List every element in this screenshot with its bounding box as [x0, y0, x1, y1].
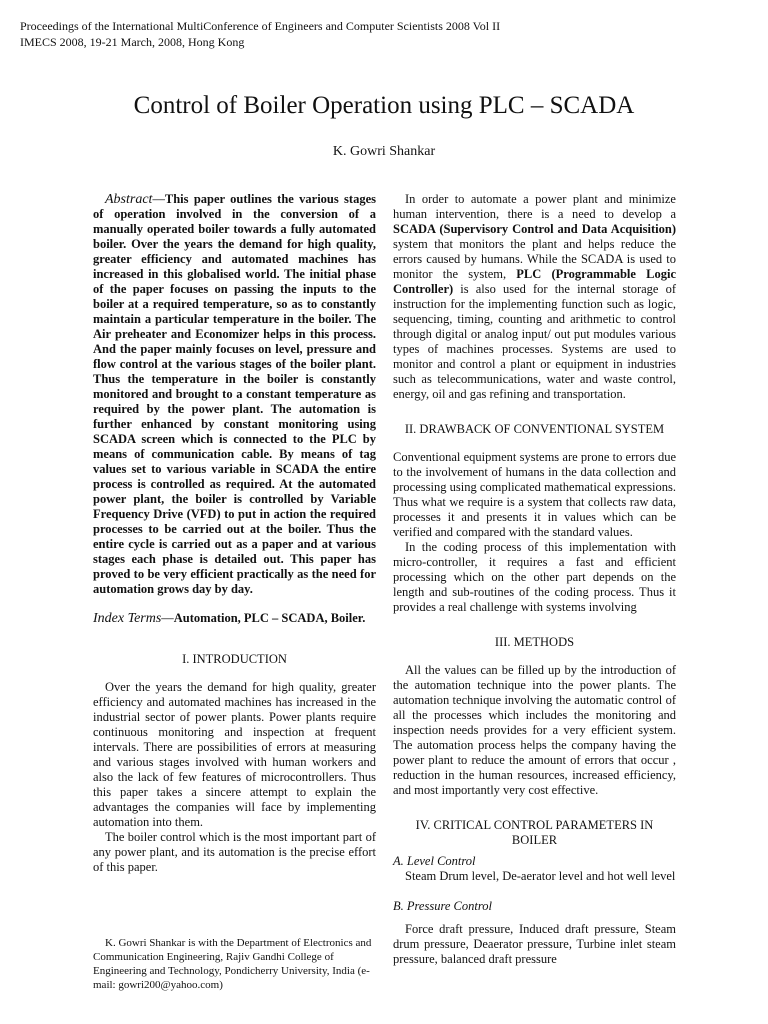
index-terms	[93, 611, 376, 626]
paper-author: K. Gowri Shankar	[332, 144, 436, 159]
header-line-2: IMECS 2008, 19-21 March, 2008, Hong Kong	[20, 35, 245, 49]
subsection-heading-pressure-control: B. Pressure Control	[393, 899, 492, 913]
drawback-paragraph-2: In the coding process of this implementation with micro-controller, it requires a fast and efficient processing which on the other part depends on the length and sub-routines of the coding process. Thus it provides a real challenge with systems involving	[393, 540, 676, 614]
proceedings-header	[20, 18, 500, 50]
index-terms-text: Automation, PLC – SCADA, Boiler.	[173, 611, 366, 625]
section-heading-methods: III. METHODS	[494, 635, 575, 649]
scada-term: SCADA (Supervisory Control and Data Acquisition)	[393, 222, 676, 236]
intro-paragraph-2: The boiler control which is the most important part of any power plant, and its automation is the precise effort of this paper.	[93, 830, 376, 874]
author-footnote: K. Gowri Shankar is with the Department of Electronics and Communication Engineering, Rajiv Gandhi College of Engineering and Technology, Pondicherry University, India (e-mail: gowri200@yahoo.com)	[93, 937, 372, 991]
intro-paragraph-1: Over the years the demand for high quality, greater efficiency and automated machines has increased in the industrial sector of power plants. Power plants require continuous monitoring and inspection at frequent intervals. There are possibilities of errors at measuring and various stages involved with human workers and also the lack of few features of microcontrollers. Thus this paper takes a sincere attempt to explain the advantages the companies will face by implementing automation into them.	[93, 680, 376, 829]
index-terms-lead: Index Terms—	[93, 611, 174, 626]
abstract	[93, 192, 376, 597]
intro-continued-paragraph	[393, 192, 676, 402]
left-column	[93, 192, 376, 875]
right-column	[393, 192, 676, 967]
drawback-paragraph-1: Conventional equipment systems are prone to errors due to the involvement of humans in the data collection and processing using complicated mathematical expressions. Thus what we require is a system that collects raw data, processes it and presents it in values which can be verified and compared with the standard values.	[393, 450, 676, 539]
abstract-lead: Abstract—	[105, 192, 165, 207]
level-control-text: Steam Drum level, De-aerator level and hot well level	[405, 869, 676, 883]
intro-text-2: system that monitors the plant and helps reduce the errors caused by humans. While the SCADA is used to monitor the system,	[393, 237, 676, 281]
intro-text-3: is also used for the internal storage of instruction for the implementing function such as logic, sequencing, timing, counting and arithmetic to control through digital or analog input/ out put modules various types of machines processes. Systems are used to monitor and control a plant or equipment in industries such as telecommunications, water and waste control, energy, oil and gas refining and transportation.	[393, 282, 676, 401]
subsection-heading-level-control: A. Level Control	[393, 854, 476, 868]
paper-title: Control of Boiler Operation using PLC – SCADA	[133, 92, 635, 119]
section-heading-drawback: II. DRAWBACK OF CONVENTIONAL SYSTEM	[404, 422, 665, 436]
section-heading-critical-parameters: IV. CRITICAL CONTROL PARAMETERS IN BOILER	[415, 818, 654, 847]
plc-term: PLC (Programmable Logic Controller)	[393, 267, 677, 296]
header-line-1: Proceedings of the International MultiConference of Engineers and Computer Scientists 2008 Vol II	[20, 19, 501, 33]
section-heading-introduction: I. INTRODUCTION	[182, 652, 287, 666]
methods-paragraph: All the values can be filled up by the introduction of the automation technique into the power plants. The automation technique involving the automatic control of all the processes which includes the monitoring and inspection needs provides for a very efficient system. The automation process helps the company having the power plant to reduce the amount of errors that occur , reduction in the human resources, increased efficiency, and most importantly very cost effective.	[393, 663, 676, 797]
intro-text-1: In order to automate a power plant and minimize human intervention, there is a need to develop a	[393, 192, 676, 221]
abstract-text: This paper outlines the various stages of operation involved in the conversion of a manually operated boiler towards a fully automated boiler. Over the years the demand for high quality, greater efficiency and automated machines has increased in this globalised world. The initial phase of the paper focuses on passing the inputs to the boiler at a required temperature, so as to constantly maintain a particular temperature in the boiler. The Air preheater and Economizer helps in this process. And the paper mainly focuses on level, pressure and flow control at the various stages of the boiler plant. Thus the temperature in the boiler is constantly monitored and brought to a constant temperature as required by the power plant. The automation is further enhanced by constant monitoring using SCADA screen which is connected to the PLC by means of communication cable. By means of tag values set to various variable in SCADA the entire process is controlled as required. At the automated power plant, the boiler is controlled by Variable Frequency Drive (VFD) to put in action the required processes to be carried out at the boiler. Thus the entire cycle is carried out as a paper and at various stages each phase is detailed out. This paper has proved to be very efficient practically as the need for automation grows day by day.	[93, 192, 376, 596]
pressure-control-text: Force draft pressure, Induced draft pressure, Steam drum pressure, Deaerator pressure, Turbine inlet steam pressure, balanced draft pressure	[393, 922, 676, 966]
